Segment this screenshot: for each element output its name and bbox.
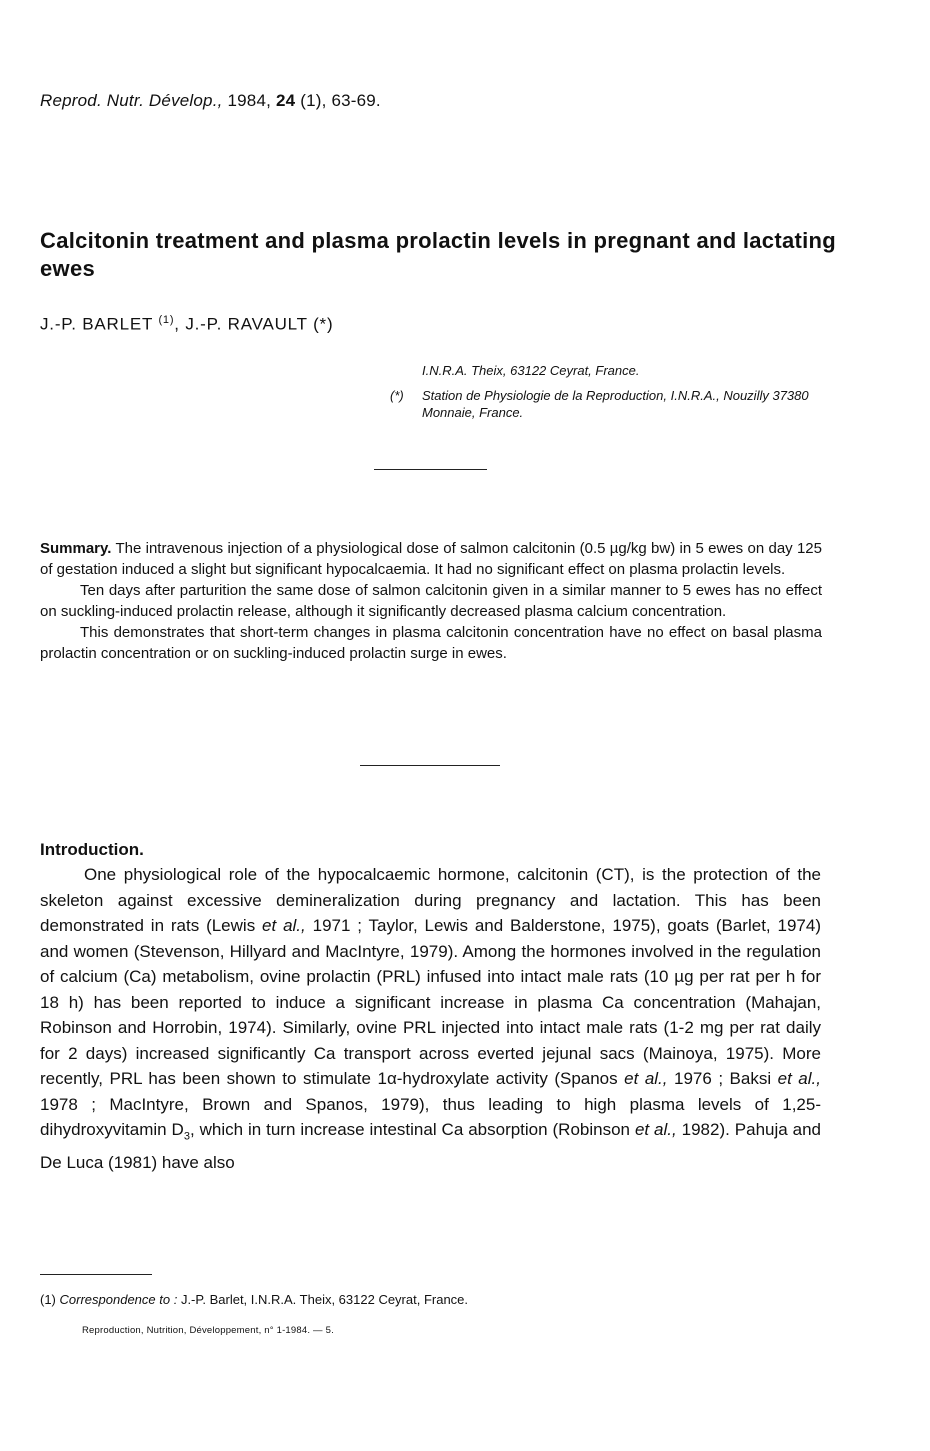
- footnote-divider: [40, 1274, 152, 1275]
- journal-year: 1984,: [227, 91, 272, 110]
- section-divider: [374, 469, 487, 470]
- summary-abstract: [40, 538, 822, 664]
- journal-issue-pages: (1), 63-69.: [300, 91, 381, 110]
- affiliation: [390, 362, 840, 379]
- body-text: 1978 ; MacIntyre, Brown and Spanos, 1979), thus leading to high plasma levels of 1,25-dihydroxyvitamin D: [40, 1094, 821, 1139]
- article-title: Calcitonin treatment and plasma prolactin levels in pregnant and lactating ewes: [40, 228, 837, 281]
- body-text: 1982). Pahuja and De Luca (1981) have also: [40, 1120, 821, 1172]
- affiliation-text: I.N.R.A. Theix, 63122 Ceyrat, France.: [422, 363, 640, 378]
- summary-label: Summary.: [40, 540, 112, 557]
- journal-name: Reprod. Nutr. Dévelop.,: [40, 91, 223, 110]
- journal-volume: 24: [275, 91, 296, 110]
- footnote-mark: (1): [40, 1292, 56, 1307]
- subscript: 3: [183, 1130, 190, 1143]
- affiliation-list: [390, 362, 840, 421]
- running-footer: Reproduction, Nutrition, Développement, n° 1-1984. — 5.: [82, 1325, 334, 1336]
- citation-etal: et al.,: [262, 916, 306, 935]
- body-text: , which in turn increase intestinal Ca absorption (Robinson: [189, 1120, 635, 1139]
- citation-etal: et al.,: [624, 1069, 668, 1088]
- summary-text: The intravenous injection of a physiological dose of salmon calcitonin (0.5 µg/kg bw) in 5 ewes on day 125 of gestation induced a slight but significant hypocalcaemia. It had no significant effect on plasma prolactin levels.: [40, 540, 822, 578]
- section-divider: [360, 765, 500, 766]
- author-affiliation-mark: (*): [313, 314, 334, 334]
- correspondence-footnote: [40, 1292, 468, 1307]
- citation-etal: et al.,: [777, 1069, 821, 1088]
- author-name: J.-P. BARLET: [40, 314, 153, 334]
- body-text: 1971 ; Taylor, Lewis and Balderstone, 1975), goats (Barlet, 1974) and women (Stevenson, Hillyard and MacIntyre, 1979). Among the hormones involved in the regulation of calcium (Ca) metabolism, ovine prolactin (PRL) infused into intact male rats (10 µg per rat per h for 18 h) has been reported to induce a significant increase in plasma Ca concentration (Mahajan, Robinson and Horrobin, 1974). Similarly, ovine PRL injected into intact male rats (1-2 mg per rat daily for 2 days) increased significantly Ca transport across everted jejunal sacs (Mainoya, 1975). More recently, PRL has been shown to stimulate 1α-hydroxylate activity (Spanos: [40, 916, 821, 1088]
- summary-paragraph: This demonstrates that short-term changes in plasma calcitonin concentration have no effect on basal plasma prolactin concentration or on suckling-induced prolactin surge in ewes.: [40, 624, 822, 662]
- affiliation: [390, 387, 840, 421]
- introduction-paragraph: [40, 862, 821, 1175]
- author-list: [40, 314, 333, 335]
- author-footnote-mark: (1): [158, 314, 175, 326]
- journal-citation: [40, 91, 381, 111]
- author-name: J.-P. RAVAULT: [185, 314, 308, 334]
- citation-etal: et al.,: [634, 1120, 677, 1139]
- affiliation-mark: (*): [390, 388, 404, 403]
- footnote-label: Correspondence to :: [59, 1292, 178, 1307]
- introduction-heading: Introduction.: [40, 840, 144, 859]
- body-text: One physiological role of the hypocalcaemic hormone, calcitonin (CT), is the protection of the skeleton against excessive demineralization during pregnancy and lactation. This has been demonstrated in rats (Lewis: [40, 865, 821, 935]
- summary-paragraph: Ten days after parturition the same dose of salmon calcitonin given in a similar manner to 5 ewes has no effect on suckling-induced prolactin release, although it significantly decreased plasma calcium concentration.: [40, 582, 822, 620]
- summary-paragraph: [40, 538, 822, 580]
- author-separator: ,: [174, 314, 186, 334]
- body-text: 1976 ; Baksi: [667, 1069, 778, 1088]
- affiliation-text: Station de Physiologie de la Reproduction, I.N.R.A., Nouzilly 37380 Monnaie, France.: [422, 388, 809, 420]
- footnote-text: J.-P. Barlet, I.N.R.A. Theix, 63122 Ceyrat, France.: [180, 1292, 469, 1307]
